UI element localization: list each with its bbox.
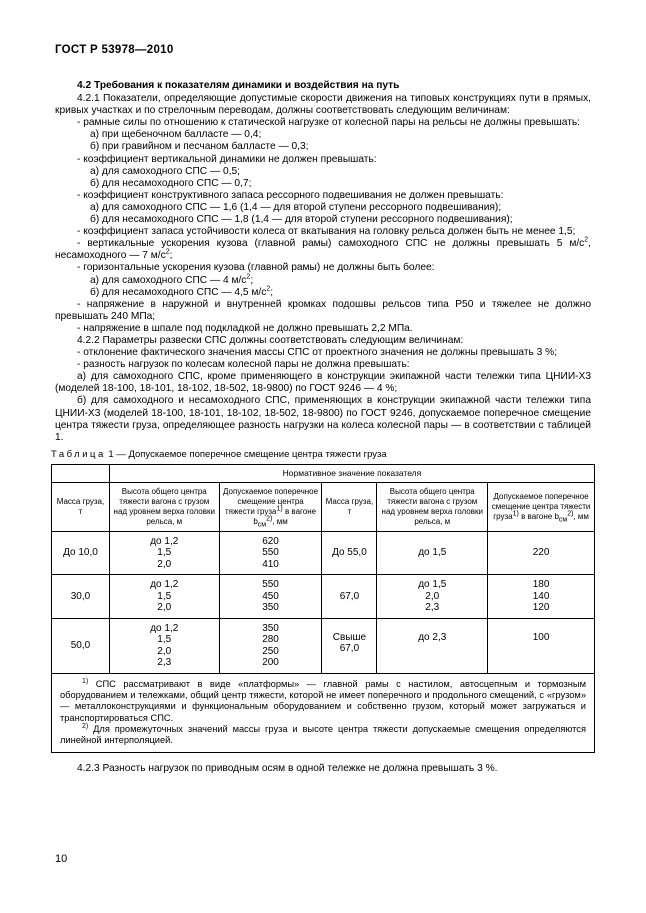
- shift-cell-right: 100: [488, 618, 595, 673]
- table-notes-row: [52, 673, 595, 752]
- shift-cell: 550 450 350: [219, 575, 322, 619]
- table-header-row-top: [52, 464, 595, 482]
- derailment-coefficient-item: - коэффициент запаса устойчивости колеса от вкатывания на головку рельса должен быть не менее 1,5;: [77, 226, 576, 238]
- rail-stress-item: - напряжение в наружной и внутренней кромках подошвы рельсов типа Р50 и тяжелее не должно превышать 240 МПа;: [55, 298, 591, 322]
- mass-cell: До 10,0: [52, 531, 110, 575]
- mass-deviation-item: - отклонение фактического значения массы СПС от проектного значения не должны превышать 3 %;: [77, 347, 558, 359]
- spring-reserve-item: - коэффициент конструктивного запаса рессорного подвешивания не должен превышать:: [77, 189, 504, 201]
- normative-header: Нормативное значение показателя: [109, 464, 594, 482]
- vertical-dynamics-a: а) для самоходного СПС — 0,5;: [90, 165, 240, 177]
- mass-cell: 50,0: [52, 618, 110, 673]
- paragraph-4-2-1: 4.2.1 Показатели, определяющие допустимые скорости движения на типовых конструкциях пути в прямых, кривых участках и по стрелочным переводам, должны соответствовать следующим величинам:: [55, 93, 591, 117]
- table-caption: Таблица 1 — Допускаемое поперечное смещение центра тяжести груза: [51, 448, 387, 460]
- shift-cell-right: 220: [488, 531, 595, 575]
- paragraph-4-2-2: 4.2.2 Параметры развески СПС должны соответствовать следующим величинам:: [77, 334, 464, 346]
- height-cell-right: до 1,5: [377, 531, 488, 575]
- vertical-dynamics-b: б) для несамоходного СПС — 0,7;: [90, 177, 252, 189]
- table-row: [52, 575, 595, 619]
- table-header-row: [52, 482, 595, 531]
- height-cell-right: до 2,3: [377, 618, 488, 673]
- horizontal-acceleration-item: - горизонтальные ускорения кузова (главной рамы) не должны быть более:: [77, 262, 435, 274]
- mass-cell: 30,0: [52, 575, 110, 619]
- frame-forces-b: б) при гравийном и песчаном балласте — 0,3;: [90, 141, 309, 153]
- vertical-dynamics-item: - коэффициент вертикальной динамики не должен превышать:: [77, 153, 377, 165]
- shift-cell: 350 280 250 200: [219, 618, 322, 673]
- col-height-header: Высота общего центра тяжести вагона с грузом над уровнем верха головки рельса, м: [109, 482, 219, 531]
- vertical-acceleration-item: - вертикальные ускорения кузова (главной рамы) самоходного СПС не должны превышать 5 $м/с^2$, несамоходного — 7 $м/с^2$;: [55, 236, 591, 262]
- table-1: [51, 464, 595, 753]
- col-mass-header-right: Масса груза, т: [322, 482, 377, 531]
- height-cell: до 1,2 1,5 2,0: [109, 531, 219, 575]
- frame-forces-a: а) при щебеночном балласте — 0,4;: [90, 129, 262, 141]
- height-cell: до 1,2 1,5 2,0 2,3: [109, 618, 219, 673]
- mass-cell-right: До 55,0: [322, 531, 377, 575]
- col-height-header-right: Высота общего центра тяжести вагона с грузом над уровнем верха головки рельса, м: [377, 482, 488, 531]
- document-header: ГОСТ Р 53978—2010: [55, 44, 174, 56]
- spring-reserve-a: а) для самоходного СПС — 1,6 (1,4 — для второй ступени рессорного подвешивания);: [90, 201, 502, 213]
- frame-forces-item: - рамные силы по отношению к статической нагрузке от колесной пары на рельсы не должны превышать:: [77, 117, 581, 129]
- mass-cell-right: Свыше 67,0: [322, 618, 377, 673]
- paragraph-4-2-3: 4.2.3 Разность нагрузок по приводным осям в одной тележке не должна превышать 3 %.: [77, 763, 498, 775]
- document-body: [51, 80, 591, 775]
- horizontal-acceleration-b: б) для несамоходного СПС — 4,5 $м/с^2$;: [90, 285, 274, 298]
- section-heading: 4.2 Требования к показателям динамики и воздействия на путь: [77, 80, 400, 91]
- wheel-load-difference-item: - разность нагрузок по колесам колесной пары не должна превышать:: [77, 359, 410, 371]
- col-shift-header-right: Допускаемое поперечное смещение центра тяжести груза$^{1)}$ в вагоне $b_{см}^{2)}$, мм: [488, 482, 595, 531]
- table-notes: [52, 673, 595, 752]
- wheel-load-a: а) для самоходного СПС, кроме применяющего в конструкции экипажной части тележки типа ЦНИИ-Х3 (моделей 18-100, 18-101, 18-102, 18-502, 18-9800) по ГОСТ 9246 — 4 %;: [55, 371, 591, 395]
- page-number: 10: [55, 853, 68, 865]
- table-row: [52, 618, 595, 673]
- spring-reserve-b: б) для несамоходного СПС — 1,8 (1,4 — для второй ступени рессорного подвешивания);: [90, 214, 513, 226]
- shift-cell-right: 180 140 120: [488, 575, 595, 619]
- horizontal-acceleration-a: а) для самоходного СПС — 4 $м/с^2$;: [90, 273, 254, 286]
- mass-cell-right: 67,0: [322, 575, 377, 619]
- sleeper-stress-item: - напряжение в шпале под подкладкой не должно превышать 2,2 МПа.: [77, 322, 413, 334]
- table-note-1: $^{1)}$ СПС рассматривают в виде «платформы» — главной рамы с настилом, автосцепным и тормозным оборудованием и тележками, общий центр тяжести, которой не имеет поперечного и продольного смещений, с «грузом» — металлоконструкциями и функциональным оборудованием и собственно грузом, который может загружаться и транспортироваться СПС.: [60, 677, 586, 723]
- col-shift-header: Допускаемое поперечное смещение центра тяжести груза$^{1)}$ в вагоне $b_{см}^{2)}$, мм: [219, 482, 322, 531]
- table-row: [52, 531, 595, 575]
- table-note-2: $^{2)}$ Для промежуточных значений массы груза и высоте центра тяжести допускаемые смещения определяются линейной интерполяцией.: [60, 722, 586, 745]
- shift-cell: 620 550 410: [219, 531, 322, 575]
- height-cell-right: до 1,5 2,0 2,3: [377, 575, 488, 619]
- height-cell: до 1,2 1,5 2,0: [109, 575, 219, 619]
- col-mass-header: Масса груза, т: [52, 482, 110, 531]
- table-corner-cell: [52, 464, 110, 482]
- wheel-load-b: б) для самоходного и несамоходного СПС, применяющих в конструкции экипажной части тележки типа ЦНИИ-Х3 (моделей 18-100, 18-101, 18-102, 18-502, 18-9800) по ГОСТ 9246, допускаемое поперечное смещение центра тяжести груза, определяющее разность нагрузки на колеса колесной пары — в соответствии с таблицей 1.: [55, 395, 591, 443]
